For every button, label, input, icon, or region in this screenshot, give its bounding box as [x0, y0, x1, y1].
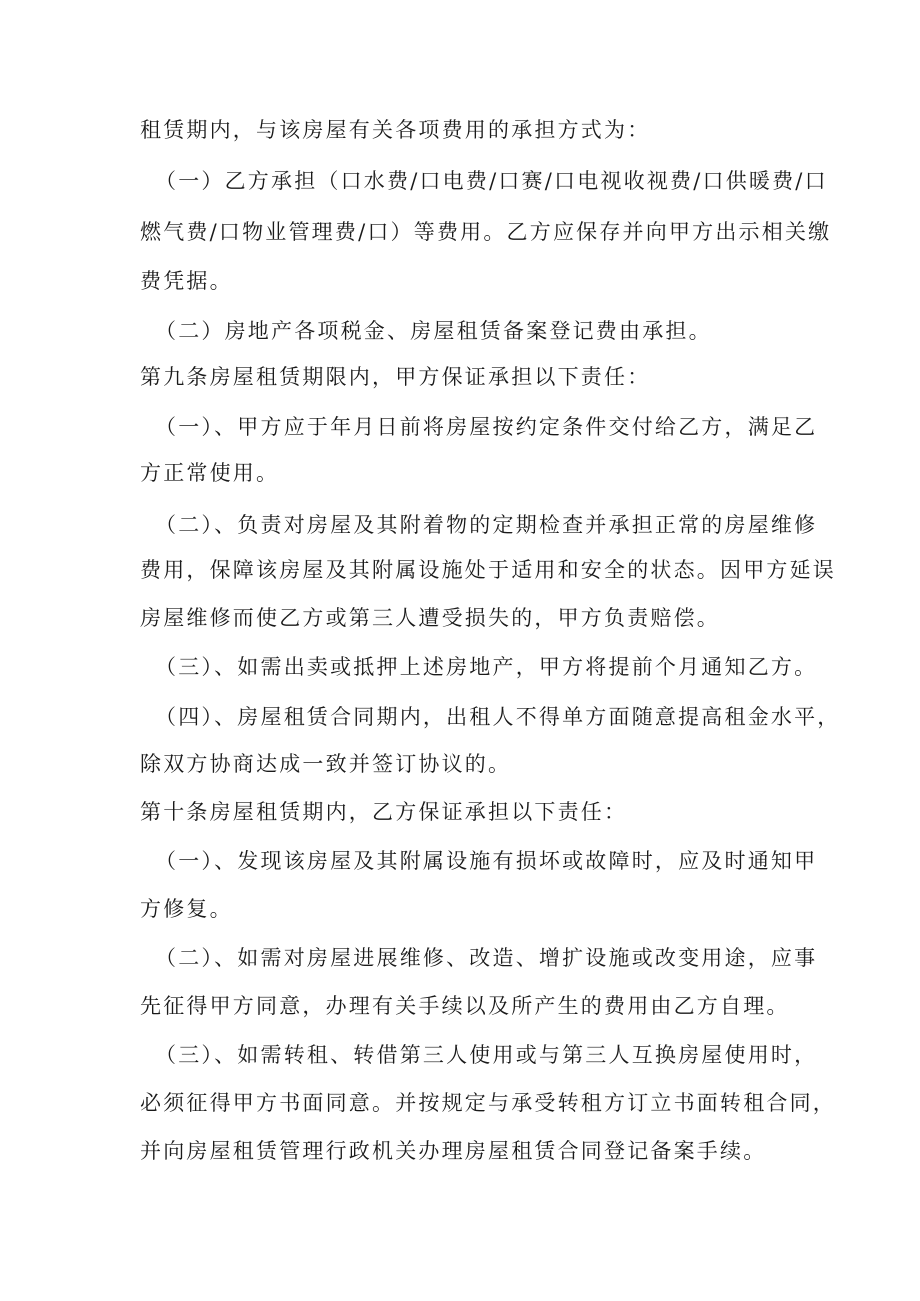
text-line-8-2: （二）房地产各项税金、房屋租赁备案登记费由承担。	[155, 319, 712, 343]
text-line-9-2-b: 费用，保障该房屋及其附属设施处于适用和安全的状态。因甲方延误	[140, 558, 836, 582]
text-line-9-4-b: 除双方协商达成一致并签订协议的。	[140, 752, 512, 776]
heading-article-10: 第十条房屋租赁期内，乙方保证承担以下责任：	[140, 800, 628, 824]
text-line-8-1-b: 燃气费/口物业管理费/口）等费用。乙方应保存并向甲方出示相关缴	[140, 220, 832, 244]
text-line-8-1-a: （一）乙方承担（口水费/口电费/口赛/口电视收视费/口供暖费/口	[155, 169, 828, 193]
text-line-9-4-a: （四）、房屋租赁合同期内，出租人不得单方面随意提高租金水平，	[155, 705, 841, 729]
text-line-10-1-a: （一）、发现该房屋及其附属设施有损坏或故障时，应及时通知甲	[155, 849, 818, 873]
text-line-intro: 租赁期内，与该房屋有关各项费用的承担方式为：	[140, 118, 651, 142]
text-line-9-2-c: 房屋维修而使乙方或第三人遭受损失的，甲方负责赔偿。	[140, 606, 720, 630]
text-line-10-3-b: 必须征得甲方书面同意。并按规定与承受转租方订立书面转租合同，	[140, 1091, 836, 1115]
text-line-10-3-a: （三）、如需转租、转借第三人使用或与第三人互换房屋使用时，	[155, 1043, 818, 1067]
text-line-10-2-a: （二）、如需对房屋进展维修、改造、增扩设施或改变用途，应事	[155, 946, 818, 970]
heading-article-9: 第九条房屋租赁期限内，甲方保证承担以下责任：	[140, 365, 651, 389]
text-line-9-1-a: （一）、甲方应于年月日前将房屋按约定条件交付给乙方，满足乙	[155, 415, 818, 439]
text-line-8-1-c: 费凭据。	[140, 269, 233, 293]
text-line-9-1-b: 方正常使用。	[140, 461, 280, 485]
text-line-10-1-b: 方修复。	[140, 897, 233, 921]
text-line-9-2-a: （二）、负责对房屋及其附着物的定期检查并承担正常的房屋维修	[155, 513, 818, 537]
text-line-10-2-b: 先征得甲方同意，办理有关手续以及所产生的费用由乙方自理。	[140, 994, 790, 1018]
text-line-10-3-c: 并向房屋租赁管理行政机关办理房屋租赁合同登记备案手续。	[140, 1139, 767, 1163]
text-line-9-3: （三）、如需出卖或抵押上述房地产，甲方将提前个月通知乙方。	[155, 655, 818, 679]
